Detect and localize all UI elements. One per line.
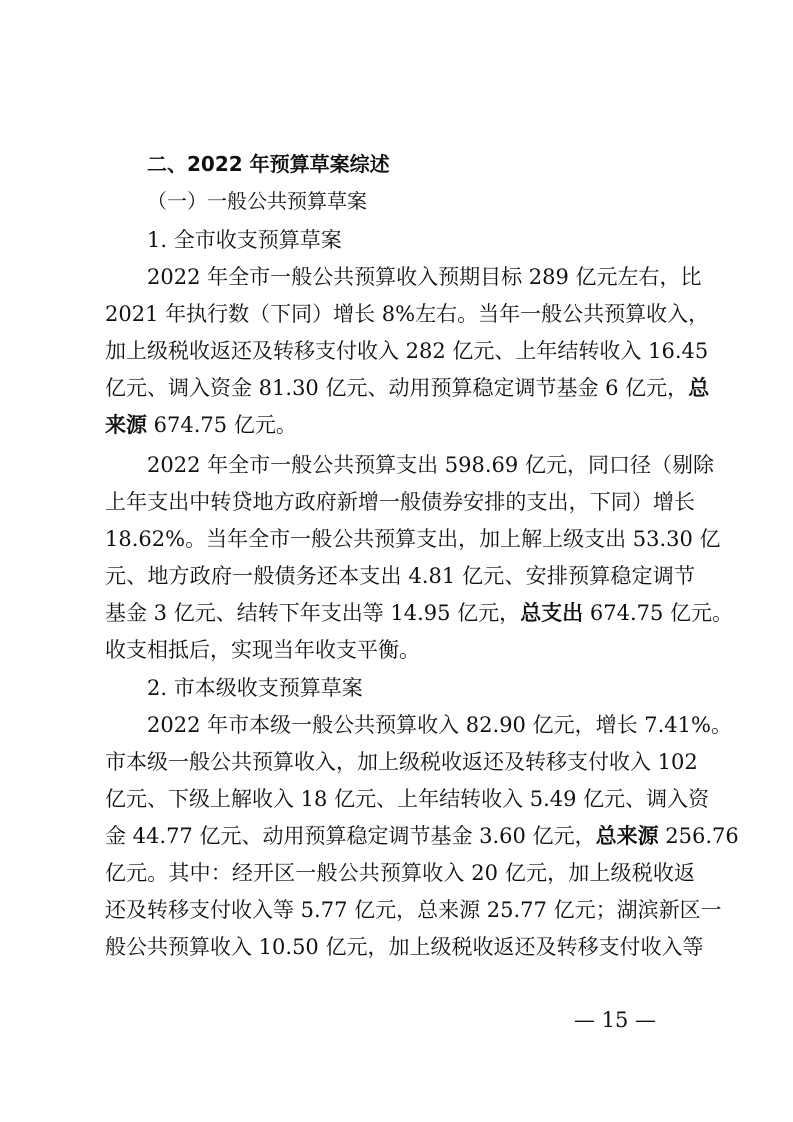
paragraph3-line6: 还及转移支付收入等 5.77 亿元，总来源 25.77 亿元；湖滨新区一 (105, 898, 722, 922)
paragraph3-line7: 般公共预算收入 10.50 亿元，加上级税收返还及转移支付收入等 (105, 935, 704, 959)
paragraph1-line4 (105, 370, 710, 406)
paragraph3-line1: 2022 年市本级一般公共预算收入 82.90 亿元，增长 7.41%。 (147, 713, 732, 737)
section-heading: 二、2022 年预算草案综述 (147, 152, 390, 176)
item1-title: 1. 全市收支预算草案 (147, 228, 342, 252)
page-number: — 15 — (573, 1008, 657, 1032)
paragraph1-line5 (105, 407, 695, 443)
paragraph1-line4-text: 亿元、调入资金 81.30 亿元、动用预算稳定调节基金 6 亿元， (105, 376, 689, 400)
paragraph3-line4-text-b: 256.76 (658, 824, 739, 848)
paragraph3-line3: 亿元、下级上解收入 18 亿元、上年结转收入 5.49 亿元、调入资 (105, 787, 710, 811)
subsection-heading: （一）一般公共预算草案 (147, 189, 367, 213)
paragraph1-line1: 2022 年全市一般公共预算收入预期目标 289 亿元左右，比 (147, 265, 702, 289)
item2-title: 2. 市本级收支预算草案 (147, 676, 363, 700)
paragraph2-line5-text-a: 基金 3 亿元、结转下年支出等 14.95 亿元， (105, 601, 521, 625)
paragraph3-line2: 市本级一般公共预算收入，加上级税收返还及转移支付收入 102 (105, 750, 698, 774)
bold-term-total-expenditure: 总支出 (520, 601, 584, 625)
paragraph2-line2: 上年支出中转贷地方政府新增一般债券安排的支出，下同）增长 (105, 490, 695, 514)
paragraph2-line5 (105, 595, 734, 631)
paragraph2-line6: 收支相抵后，实现当年收支平衡。 (105, 638, 420, 662)
paragraph2-line1: 2022 年全市一般公共预算支出 598.69 亿元，同口径（剔除 (147, 453, 714, 477)
paragraph3-line5: 亿元。其中：经开区一般公共预算收入 20 亿元，加上级税收返 (105, 861, 695, 885)
paragraph1-line3: 加上级税收返还及转移支付收入 282 亿元、上年结转收入 16.45 (105, 339, 709, 363)
paragraph2-line3: 18.62%。当年全市一般公共预算支出，加上解上级支出 53.30 亿 (105, 527, 721, 551)
paragraph3-line4 (105, 818, 739, 854)
paragraph3-line4-text-a: 金 44.77 亿元、动用预算稳定调节基金 3.60 亿元， (105, 824, 596, 848)
bold-term-total-source-part2: 来源 (105, 413, 147, 437)
paragraph1-line2: 2021 年执行数（下同）增长 8%左右。当年一般公共预算收入， (105, 302, 710, 326)
paragraph1-line5-text: 674.75 亿元。 (147, 413, 297, 437)
paragraph2-line4: 元、地方政府一般债务还本支出 4.81 亿元、安排预算稳定调节 (105, 564, 695, 588)
bold-term-total-source-part1: 总 (688, 376, 710, 400)
paragraph2-line5-text-b: 674.75 亿元。 (583, 601, 734, 625)
bold-term-total-source-city: 总来源 (595, 824, 659, 848)
